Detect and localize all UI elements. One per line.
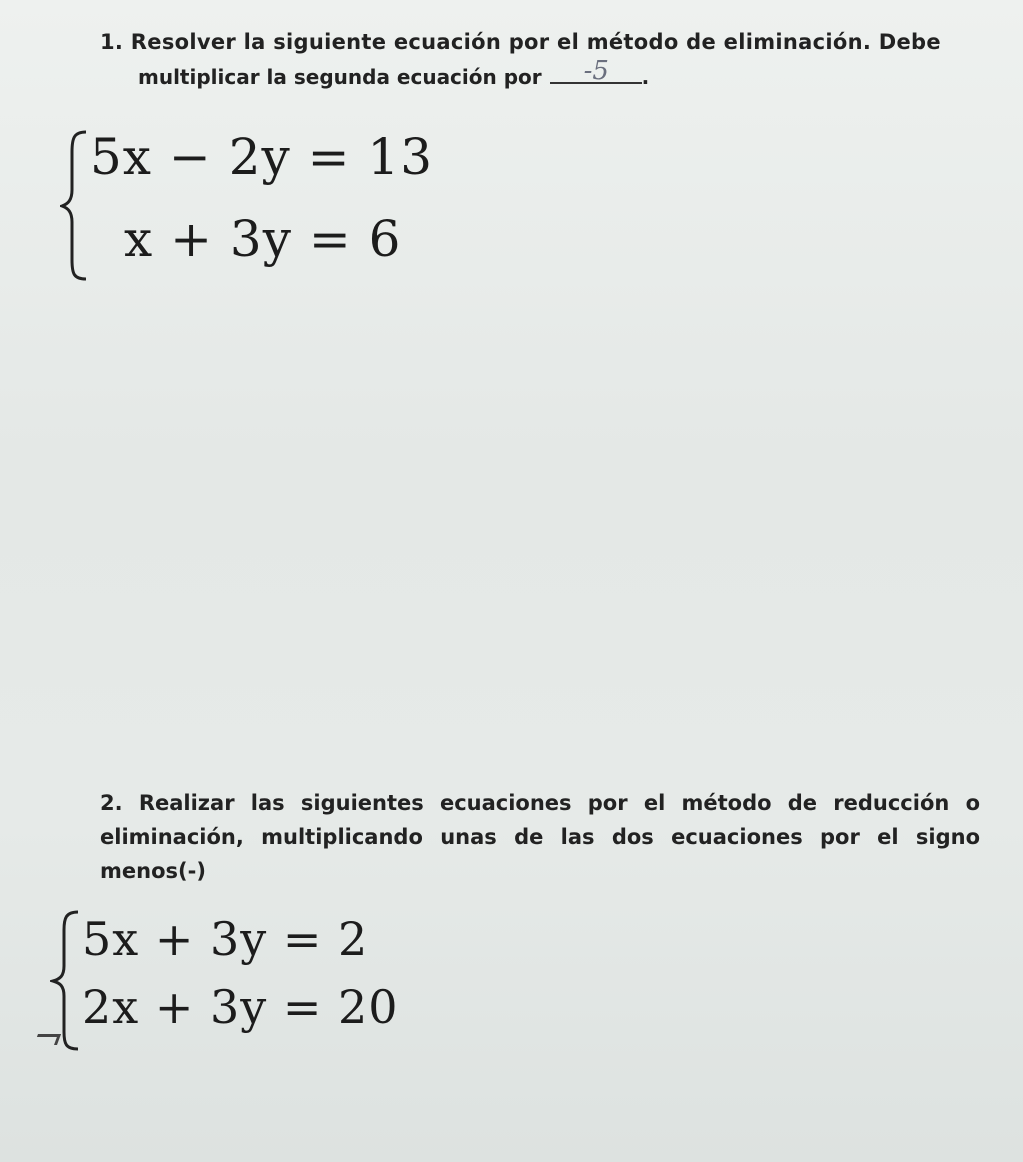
problem-2-statement: 2. Realizar las siguientes ecuaciones por el método de reducción o eliminación, multiplicando unas de las dos ecuaciones por el signo menos(-) [100,791,980,883]
problem-1-statement-line-1: 1. Resolver la siguiente ecuación por el método de eliminación. Debe [100,30,941,54]
equation-2b: 2x + 3y = 20 [82,980,399,1034]
left-brace-icon [60,128,90,283]
equation-system-1 [60,128,520,288]
equation-1a: 5x − 2y = 13 [90,128,434,186]
handwritten-mark [34,1034,61,1045]
problem-1-statement-prefix: multiplicar la segunda ecuación por [138,65,542,89]
problem-1-statement-line-2 [138,56,650,89]
equation-1b: x + 3y = 6 [124,210,402,268]
handwritten-answer: -5 [583,56,609,86]
equation-system-2 [50,908,480,1058]
left-brace-icon [50,908,82,1053]
problem-1-statement-suffix: . [641,65,650,89]
equation-2a: 5x + 3y = 2 [82,912,369,966]
answer-blank[interactable] [550,56,642,86]
